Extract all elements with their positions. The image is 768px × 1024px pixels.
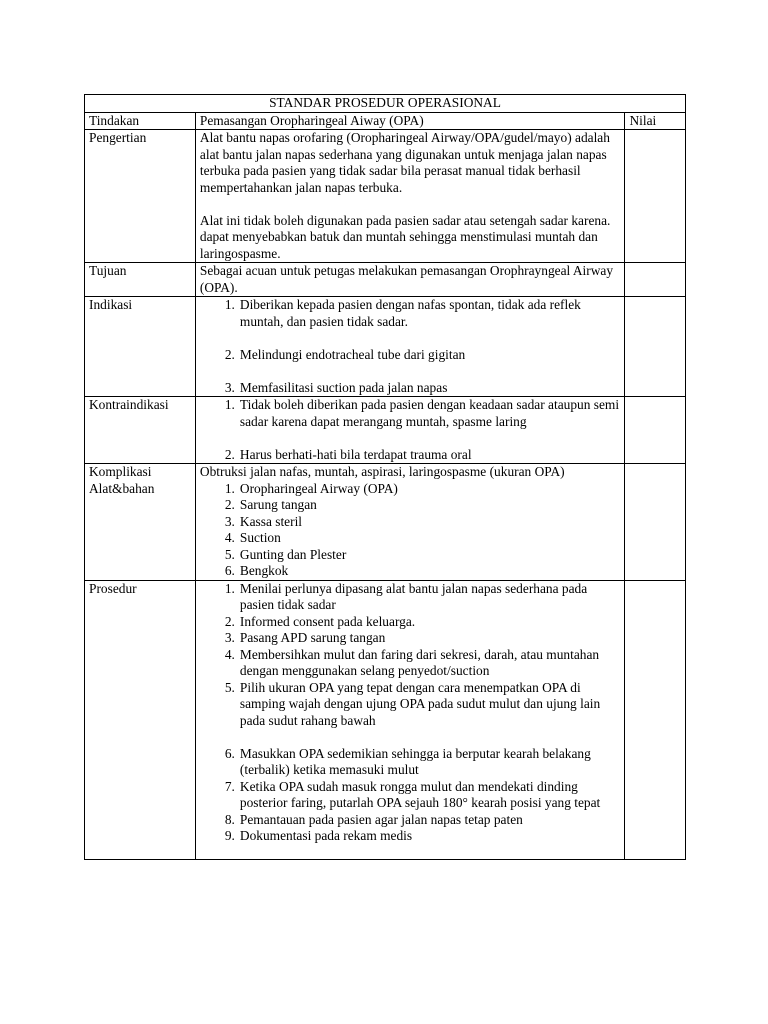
list-text: Sarung tangan xyxy=(239,497,317,512)
list-number: 4. xyxy=(224,646,235,662)
list-text: Kassa steril xyxy=(239,513,303,529)
list-text: Oropharingeal Airway (OPA) xyxy=(239,480,398,496)
list-text: Tidak boleh diberikan pada pasien dengan keadaan sadar ataupun semi sadar karena dapat merangang muntah, spasme laring xyxy=(239,397,620,429)
list-text: Pasang APD sarung tangan xyxy=(239,630,386,645)
list-number: 1. xyxy=(224,397,235,412)
pengertian-content xyxy=(195,130,625,263)
list-number: 2. xyxy=(224,446,235,462)
tujuan-text: Sebagai acuan untuk petugas melakukan pemasangan Orophrayngeal Airway (OPA). xyxy=(195,263,625,297)
pengertian-label: Pengertian xyxy=(85,130,196,263)
kontraindikasi-content xyxy=(195,397,625,464)
list-text: Bengkok xyxy=(239,563,289,578)
kontraindikasi-row xyxy=(85,397,686,464)
list-number: 1. xyxy=(224,580,235,596)
nilai-cell-tujuan xyxy=(625,263,686,297)
list-text: Memfasilitasi suction pada jalan napas xyxy=(239,379,448,395)
list-number: 2. xyxy=(224,346,235,362)
list-item xyxy=(200,581,621,614)
list-number: 3. xyxy=(224,630,235,645)
list-item xyxy=(200,380,621,397)
prosedur-content xyxy=(195,580,625,859)
indikasi-row xyxy=(85,297,686,397)
list-item xyxy=(200,347,621,364)
list-number: 3. xyxy=(224,379,235,395)
tujuan-label: Tujuan xyxy=(85,263,196,297)
list-number: 6. xyxy=(224,563,235,578)
indikasi-content xyxy=(195,297,625,397)
tujuan-row xyxy=(85,263,686,297)
list-number: 8. xyxy=(224,811,235,827)
list-item xyxy=(200,530,621,547)
list-text: Suction xyxy=(239,530,281,545)
tindakan-row xyxy=(85,112,686,130)
list-number: 2. xyxy=(224,497,235,512)
list-number: 3. xyxy=(224,513,235,529)
list-text: Gunting dan Plester xyxy=(239,546,347,562)
list-item xyxy=(200,647,621,680)
kontraindikasi-label: Kontraindikasi xyxy=(85,397,196,464)
list-item xyxy=(200,563,621,580)
list-text: Membersihkan mulut dan faring dari sekresi, darah, atau muntahan dengan menggunakan selang penyedot/suction xyxy=(239,646,600,678)
list-number: 5. xyxy=(224,546,235,562)
list-item xyxy=(200,812,621,829)
indikasi-label: Indikasi xyxy=(85,297,196,397)
list-number: 5. xyxy=(224,679,235,695)
indikasi-list xyxy=(200,297,621,396)
prosedur-list xyxy=(200,581,621,845)
title-row xyxy=(85,95,686,113)
list-item xyxy=(200,680,621,730)
list-number: 4. xyxy=(224,530,235,545)
list-number: 2. xyxy=(224,613,235,629)
sop-table xyxy=(84,94,686,860)
list-number: 6. xyxy=(224,745,235,761)
list-text: Harus berhati-hati bila terdapat trauma oral xyxy=(239,446,472,462)
komplikasi-row xyxy=(85,464,686,581)
list-item xyxy=(200,614,621,631)
list-item xyxy=(200,547,621,564)
pengertian-paragraph-1: Alat bantu napas orofaring (Oropharingeal Airway/OPA/gudel/mayo) adalah alat bantu jalan napas sederhana yang digunakan untuk menjaga jalan napas terbuka pada pasien yang tidak sadar bila perasat manual tidak berhasil mempertahankan jalan napas terbuka. xyxy=(199,130,610,195)
list-number: 7. xyxy=(224,778,235,794)
list-item xyxy=(200,397,621,430)
kontraindikasi-list xyxy=(200,397,621,463)
list-text: Informed consent pada keluarga. xyxy=(239,613,416,629)
komplikasi-label: Komplikasi xyxy=(89,464,152,479)
alat-bahan-list xyxy=(200,481,621,580)
komplikasi-content xyxy=(195,464,625,581)
list-text: Masukkan OPA sedemikian sehingga ia berputar kearah belakang (terbalik) ketika memasuki mulut xyxy=(239,745,591,777)
list-number: 1. xyxy=(224,297,235,312)
list-text: Pilih ukuran OPA yang tepat dengan cara menempatkan OPA di samping wajah dengan ujung OPA pada sudut mulut dan ujung lain pada sudut rahang bawah xyxy=(239,679,601,728)
prosedur-label: Prosedur xyxy=(85,580,196,859)
pengertian-row xyxy=(85,130,686,263)
list-number: 9. xyxy=(224,828,235,843)
list-item xyxy=(200,297,621,330)
komplikasi-labels xyxy=(85,464,196,581)
tindakan-label: Tindakan xyxy=(85,112,196,130)
document-title: STANDAR PROSEDUR OPERASIONAL xyxy=(85,95,686,113)
tindakan-value: Pemasangan Oropharingeal Aiway (OPA) xyxy=(195,112,625,130)
list-number: 1. xyxy=(224,480,235,496)
list-item xyxy=(200,828,621,845)
nilai-label: Nilai xyxy=(625,112,686,130)
list-item xyxy=(200,779,621,812)
list-item xyxy=(200,497,621,514)
nilai-cell-kontraindikasi xyxy=(625,397,686,464)
list-item xyxy=(200,514,621,531)
list-item xyxy=(200,630,621,647)
pengertian-paragraph-2: Alat ini tidak boleh digunakan pada pasien sadar atau setengah sadar karena. dapat menyebabkan batuk dan muntah sehingga menstimulasi muntah dan laringospasme. xyxy=(199,212,611,261)
nilai-cell-pengertian xyxy=(625,130,686,263)
list-text: Menilai perlunya dipasang alat bantu jalan napas sederhana pada pasien tidak sadar xyxy=(239,580,588,612)
list-text: Dokumentasi pada rekam medis xyxy=(239,828,413,843)
list-text: Diberikan kepada pasien dengan nafas spontan, tidak ada reflek muntah, dan pasien tidak sadar. xyxy=(239,297,581,329)
list-text: Pemantauan pada pasien agar jalan napas tetap paten xyxy=(239,811,523,827)
list-item xyxy=(200,447,621,464)
alat-bahan-label: Alat&bahan xyxy=(89,480,155,496)
nilai-cell-prosedur xyxy=(625,580,686,859)
list-item xyxy=(200,481,621,498)
komplikasi-text: Obtruksi jalan nafas, muntah, aspirasi, laringospasme (ukuran OPA) xyxy=(199,464,565,479)
prosedur-row xyxy=(85,580,686,859)
nilai-cell-komplikasi xyxy=(625,464,686,581)
nilai-cell-indikasi xyxy=(625,297,686,397)
list-text: Melindungi endotracheal tube dari gigitan xyxy=(239,346,466,362)
list-item xyxy=(200,746,621,779)
list-text: Ketika OPA sudah masuk rongga mulut dan mendekati dinding posterior faring, putarlah OPA sejauh 180° kearah posisi yang tepat xyxy=(239,778,601,810)
